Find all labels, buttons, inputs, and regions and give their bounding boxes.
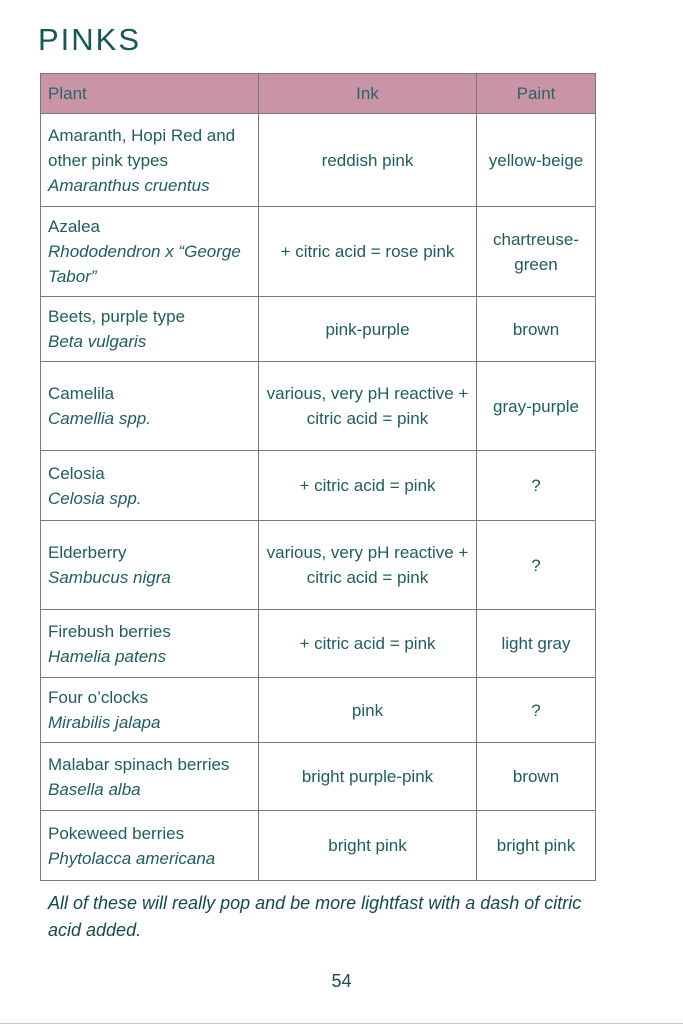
paint-cell: yellow-beige <box>477 114 596 207</box>
dye-table <box>40 73 596 881</box>
scientific-name: Phytolacca americana <box>48 848 216 868</box>
table-row <box>41 451 596 521</box>
common-name: Camelila <box>48 384 115 403</box>
paint-cell: ? <box>477 678 596 743</box>
scientific-name: Mirabilis jalapa <box>48 713 161 732</box>
scientific-name: Celosia spp. <box>48 488 142 508</box>
plant-cell <box>41 207 259 297</box>
ink-cell: pink-purple <box>259 297 477 362</box>
paint-cell: chartreuse-green <box>477 207 596 297</box>
paint-cell: brown <box>477 743 596 811</box>
table-row <box>41 743 596 811</box>
table-row <box>41 678 596 743</box>
paint-cell: light gray <box>477 610 596 678</box>
plant-cell <box>41 451 259 521</box>
ink-cell: reddish pink <box>259 114 477 207</box>
ink-cell: bright purple-pink <box>259 743 477 811</box>
ink-cell: + citric acid = pink <box>259 451 477 521</box>
scientific-name: Basella alba <box>48 779 141 799</box>
common-name: Four o’clocks <box>48 688 149 707</box>
plant-cell <box>41 743 259 811</box>
paint-cell: brown <box>477 297 596 362</box>
scientific-name: Camellia spp. <box>48 409 151 428</box>
page-number: 54 <box>331 971 352 991</box>
table-row <box>41 521 596 610</box>
ink-cell: pink <box>259 678 477 743</box>
table-row <box>41 207 596 297</box>
table-row <box>41 114 596 207</box>
plant-cell <box>41 114 259 207</box>
scientific-name: Rhododendron x “George Tabor” <box>48 242 241 286</box>
plant-cell <box>41 297 259 362</box>
table-header-row <box>41 74 596 114</box>
paint-cell: gray-purple <box>477 362 596 451</box>
scientific-name: Beta vulgaris <box>48 332 147 351</box>
common-name: Elderberry <box>48 543 127 562</box>
paint-cell: bright pink <box>477 811 596 881</box>
paint-cell: ? <box>477 451 596 521</box>
table-row <box>41 811 596 881</box>
paint-cell: ? <box>477 521 596 610</box>
common-name: Pokeweed berries <box>48 823 185 843</box>
footnote: All of these will really pop and be more lightfast with a dash of citric acid added. <box>48 893 582 940</box>
page-title: PINKS <box>38 22 142 57</box>
scientific-name: Amaranthus cruentus <box>48 175 210 195</box>
header-ink: Ink <box>259 74 477 114</box>
table-row <box>41 297 596 362</box>
plant-cell <box>41 362 259 451</box>
common-name: Azalea <box>48 217 100 236</box>
common-name: Celosia <box>48 463 105 483</box>
plant-cell <box>41 521 259 610</box>
common-name: Malabar spinach berries <box>48 754 230 774</box>
ink-cell: bright pink <box>259 811 477 881</box>
header-plant: Plant <box>41 74 259 114</box>
plant-cell <box>41 678 259 743</box>
scientific-name: Sambucus nigra <box>48 568 171 587</box>
plant-cell <box>41 610 259 678</box>
table-row <box>41 610 596 678</box>
plant-cell <box>41 811 259 881</box>
scientific-name: Hamelia patens <box>48 646 167 666</box>
table-row <box>41 362 596 451</box>
ink-cell: + citric acid = pink <box>259 610 477 678</box>
ink-cell: various, very pH reactive + citric acid = pink <box>259 521 477 610</box>
common-name: Firebush berries <box>48 621 171 641</box>
header-paint: Paint <box>477 74 596 114</box>
ink-cell: various, very pH reactive + citric acid = pink <box>259 362 477 451</box>
ink-cell: + citric acid = rose pink <box>259 207 477 297</box>
common-name: Amaranth, Hopi Red and other pink types <box>48 125 236 170</box>
common-name: Beets, purple type <box>48 307 186 326</box>
